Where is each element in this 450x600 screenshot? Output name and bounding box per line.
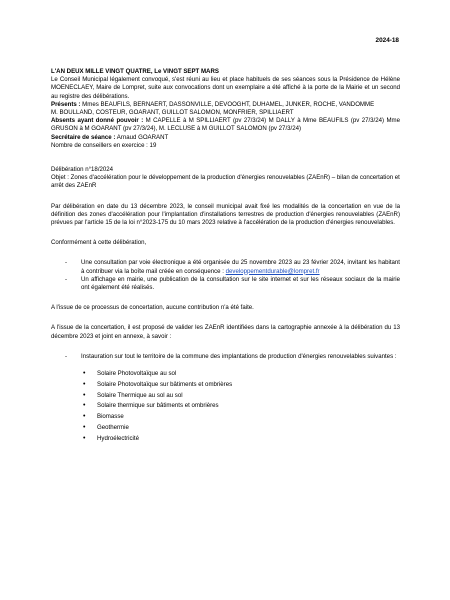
list-item <box>51 259 400 275</box>
list-item <box>51 353 400 361</box>
secretary-name: Arnaud GOARANT <box>115 133 169 141</box>
council-count: Nombre de conseillers en exercice : 19 <box>51 141 157 149</box>
deliberation-object: Objet : Zones d'accélération pour le développement de la production d'énergies renouvelables (ZAEnR) – bilan de concertation et arrêt des ZAEnR <box>51 174 400 190</box>
list-item <box>51 276 400 292</box>
absent-text: M CAPELLE à M SPILLIAERT (pv 27/3/24) M DALLY à Mme BEAUFILS (pv 27/3/24) Mme GRUSON à M GOARANT (pv 27/3/24), M. LECLUSE à M GUILLOT SALOMON (pv 27/3/24) <box>51 117 400 133</box>
email-link[interactable]: developpementdurable@lompret.fr <box>225 267 320 275</box>
dash-marker: - <box>65 275 68 283</box>
energy-item-hydro: • Hydroélectricité <box>97 434 400 445</box>
document-body <box>51 68 400 445</box>
absent-members <box>51 117 400 133</box>
present-label: Présents : <box>51 100 81 108</box>
secretary <box>51 134 400 142</box>
energy-item-solar-pv-ground: • Solaire Photovoltaïque au sol <box>97 369 400 380</box>
dash-marker: - <box>65 259 68 267</box>
absent-label: Absents ayant donné pouvoir : <box>51 117 144 125</box>
present-members <box>51 101 400 109</box>
energy-item-geothermal: • Geothermie <box>97 423 400 434</box>
energy-item-solar-thermal-ground: • Solaire Thermique au sol au sol <box>97 391 400 402</box>
energy-item-solar-pv-buildings: • Solaire Photovoltaïque sur bâtiments et ombrières <box>97 380 400 391</box>
energy-list <box>51 369 400 445</box>
meeting-title: L'AN DEUX MILLE VINGT QUATRE, Le VINGT SEPT MARS <box>51 68 219 75</box>
paragraph-result: A l'issue de ce processus de concertation, aucune contribution n'a été faite. <box>51 304 254 312</box>
energy-item-biomass: • Biomasse <box>97 412 400 423</box>
paragraph-conform: Conformément à cette délibération, <box>51 239 147 247</box>
deliberation-number: Délibération n°18/2024 <box>51 166 114 174</box>
present-text: Mmes BEAUFILS, BERNAERT, DASSONVILLE, DEVOOGHT, DUHAMEL, JUNKER, ROCHE, VANDOMME <box>80 100 375 108</box>
meeting-intro: Le Conseil Municipal légalement convoqué, s'est réuni au lieu et place habituels de ses séances sous la Présidence de Hélène MOENECLAEY, Maire de Lompret, suite aux convocations dont un exemplaire a été affiché à la porte de la Mairie et un second au registre des délibérations. <box>51 76 400 100</box>
publication-text: Un affichage en mairie, une publication de la consultation sur le site internet et sur les réseaux sociaux de la mairie ont également été réalisés. <box>81 275 400 292</box>
consultation-text: Une consultation par voie électronique a été organisée du 25 novembre 2023 au 23 février 2024, invitant les habitant à contribuer via la boîte mail créée en conséquence : <box>81 259 400 275</box>
dash-marker: - <box>65 352 68 360</box>
energy-item-solar-thermal-buildings: • Solaire thermique sur bâtiments et ombrières <box>97 401 400 412</box>
installation-text: Instauration sur tout le territoire de la commune des implantations de production d'énergies renouvelables suivantes : <box>81 352 397 360</box>
deliberation-ref: 2024-18 <box>375 37 399 44</box>
paragraph-context: Par délibération en date du 13 décembre 2023, le conseil municipal avait fixé les modalités de la concertation en vue de la définition des zones d'accélération pour l'implantation d'installations terrestres de production d'énergies renouvelables (ZAEnR) prévues par l'article 15 de la loi n°2023-175 du 10 mars 2023 relative à l'accélération de la production d'énergies renouvelables. <box>51 202 400 227</box>
paragraph-proposal: A l'issue de la concertation, il est proposé de valider les ZAEnR identifiées dans la cartographie annexée à la délibération du 13 décembre 2023 et joint en annexe, à savoir : <box>51 324 400 340</box>
present-members-men: M. BOULLAND, COSTEUR, GOARANT, GUILLOT SALOMON, MONFRIER, SPILLIAERT <box>51 109 294 117</box>
secretary-label: Secrétaire de séance : <box>51 133 116 141</box>
